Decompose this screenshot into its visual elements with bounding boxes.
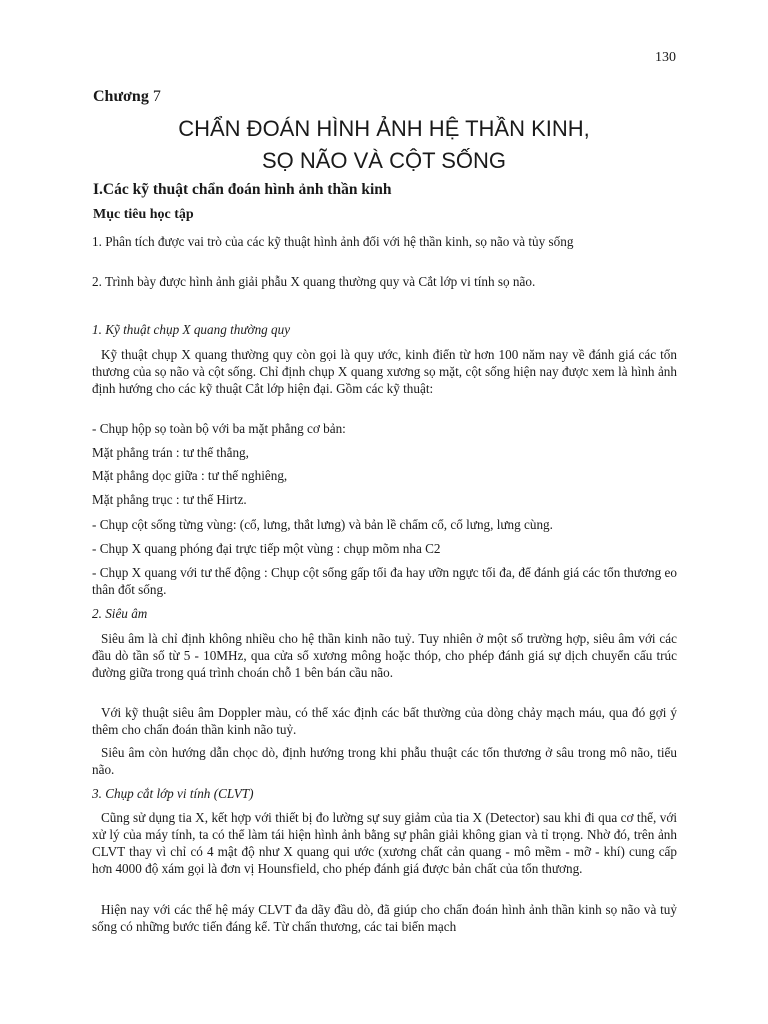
page-number: 130 <box>655 50 676 65</box>
paragraph-ultrasound-1: Siêu âm là chỉ định không nhiều cho hệ thần kinh não tuỷ. Tuy nhiên ở một số trường hợp, siêu âm với các đầu dò tần số từ 5 - 10MHz, qua cửa sổ xương mông hoặc thóp, cho phép đánh giá sự dịch chuyển cấu trúc đường giữa trong quá trình choán chỗ 1 bên bán cầu não. <box>92 631 677 680</box>
chapter-number: 7 <box>152 88 161 105</box>
subheading-xray: 1. Kỹ thuật chụp X quang thường quy <box>92 322 291 337</box>
objectives-heading: Mục tiêu học tập <box>93 207 194 222</box>
subheading-ultrasound: 2. Siêu âm <box>92 606 148 621</box>
paragraph-ct-2: Hiện nay với các thế hệ máy CLVT đa dãy đầu dò, đã giúp cho chẩn đoán hình ảnh thần kinh sọ não và tuỷ sống có những bước tiến đáng kể. Từ chấn thương, các tai biến mạch <box>92 902 677 934</box>
list-item-magnified: - Chụp X quang phóng đại trực tiếp một vùng : chụp mõm nha C2 <box>92 541 441 556</box>
section-heading: I.Các kỹ thuật chẩn đoán hình ảnh thần kinh <box>93 181 392 198</box>
chapter-word: Chương <box>93 88 149 105</box>
list-item-spine: - Chụp cột sống từng vùng: (cổ, lưng, thắt lưng) và bản lề chẩm cổ, cổ lưng, lưng cùng. <box>92 517 553 532</box>
list-item-skull: - Chụp hộp sọ toàn bộ với ba mặt phẳng cơ bản: <box>92 421 346 436</box>
objective-2: 2. Trình bày được hình ảnh giải phẫu X quang thường quy và Cắt lớp vi tính sọ não. <box>92 274 536 289</box>
paragraph-ct-1: Cũng sử dụng tia X, kết hợp với thiết bị đo lường sự suy giảm của tia X (Detector) sau khi đi qua cơ thể, với xử lý của máy tính, ta có thể làm tái hiện hình ảnh bằng sự phân giải không gian và tỉ trọng. Nhờ đó, trên ảnh CLVT thay vì chỉ có 4 mật độ như X quang qui ước (xương chất cản quang - mô mềm - mỡ - khí) cung cấp hơn 4000 độ xám gọi là đơn vị Hounsfield, cho phép đánh giá được bản chất của tổn thương. <box>92 810 677 876</box>
list-item-frontal-plane: Mặt phẳng trán : tư thế thẳng, <box>92 445 249 460</box>
chapter-title-line-2: SỌ NÃO VÀ CỘT SỐNG <box>261 148 507 173</box>
paragraph-xray-intro: Kỹ thuật chụp X quang thường quy còn gọi là quy ước, kinh điển từ hơn 100 năm nay về đánh giá các tổn thương của sọ não và cột sống. Chỉ định chụp X quang xương sọ mặt, cột sống hiện nay được xem là hình ảnh định hướng cho các kỹ thuật Cắt lớp hiện đại. Gồm các kỹ thuật: <box>92 347 677 396</box>
subheading-ct: 3. Chụp cắt lớp vi tính (CLVT) <box>92 786 254 801</box>
objective-1: 1. Phân tích được vai trò của các kỹ thuật hình ảnh đối với hệ thần kinh, sọ não và tủy sống <box>92 234 574 249</box>
chapter-title-line-1: CHẨN ĐOÁN HÌNH ẢNH HỆ THẦN KINH, <box>178 116 590 141</box>
list-item-sagittal-plane: Mặt phẳng dọc giữa : tư thế nghiêng, <box>92 468 288 483</box>
chapter-label <box>93 88 161 106</box>
paragraph-ultrasound-3: Siêu âm còn hướng dẫn chọc dò, định hướng trong khi phẫu thuật các tổn thương ở sâu trong mô não, tiểu não. <box>92 745 677 777</box>
paragraph-ultrasound-2: Với kỹ thuật siêu âm Doppler màu, có thể xác định các bất thường của dòng chảy mạch máu, qua đó gợi ý thêm cho chẩn đoán thần kinh não tuỷ. <box>92 705 677 737</box>
list-item-axial-plane: Mặt phẳng trục : tư thế Hirtz. <box>92 492 247 507</box>
list-item-dynamic: - Chụp X quang với tư thế động : Chụp cột sống gấp tối đa hay ưỡn ngực tối đa, để đánh giá các tổn thương eo thân đốt sống. <box>92 565 677 597</box>
